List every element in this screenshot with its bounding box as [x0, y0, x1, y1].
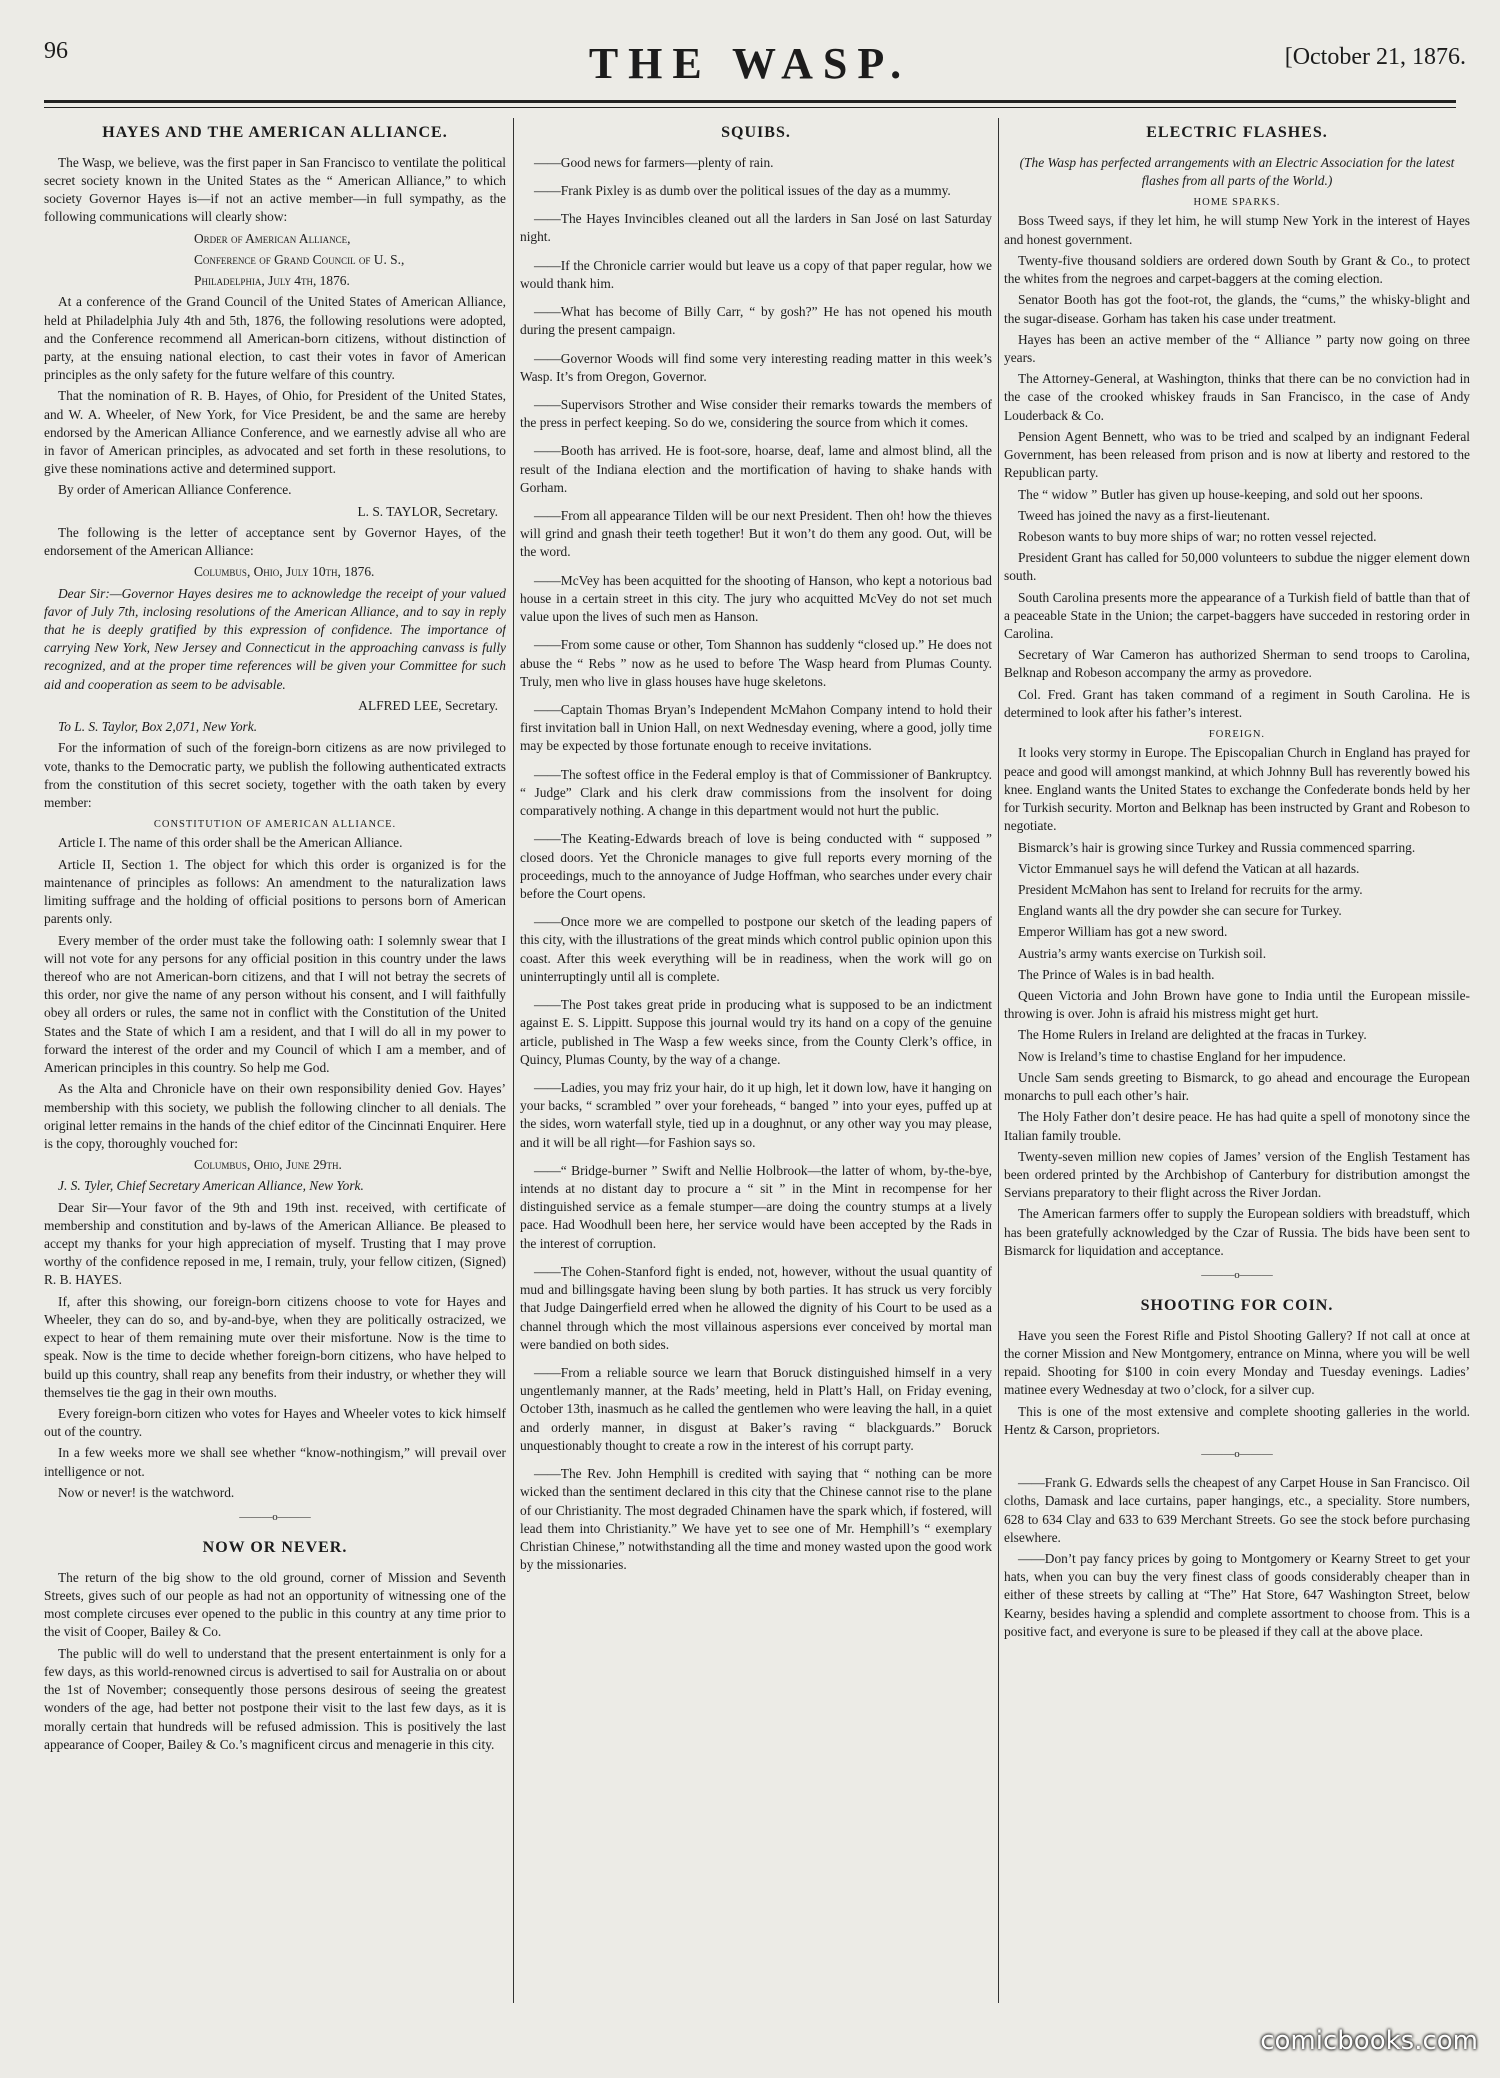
- section-subheading: FOREIGN.: [1208, 729, 1266, 741]
- squib-item: ——From all appearance Tilden will be our next President. Then oh! how the thieves will grind and gnash their teeth together! But it won’t do them any good. Out, will be the word.: [520, 508, 992, 560]
- squib-item: ——If the Chronicle carrier would but leave us a copy of that paper regular, how we would thank him.: [520, 257, 992, 291]
- squib-item: ——The softest office in the Federal employ is that of Commissioner of Bankruptcy. “ Judge” Clark and his clerk draw commissions from the insolvent for doing comparatively nothing. A change in this department would not hurt the public.: [520, 766, 992, 819]
- paragraph: Now or never! is the watchword.: [58, 1484, 235, 1500]
- letter-address: Columbus, Ohio, June 29th.: [194, 1157, 342, 1173]
- page-header: [0, 0, 1500, 110]
- paragraph: By order of American Alliance Conference.: [58, 482, 292, 498]
- news-item: President Grant has called for 50,000 volunteers to subdue the nigger element down south.: [1004, 550, 1470, 584]
- letter-address: Columbus, Ohio, July 10th, 1876.: [194, 564, 375, 580]
- watermark-logo: comicbooks.com: [1260, 2026, 1478, 2056]
- squib-item: ——What has become of Billy Carr, “ by gosh?” He has not opened his mouth during the present campaign.: [520, 304, 992, 338]
- news-item: Boss Tweed says, if they let him, he will stump New York in the interest of Hayes and honest government.: [1004, 213, 1470, 247]
- news-item: Col. Fred. Grant has taken command of a regiment in South Carolina. He is determined to look after his father’s interest.: [1004, 686, 1470, 720]
- page-number: 96: [44, 38, 68, 64]
- paragraph: The following is the letter of acceptance sent by Governor Hayes, of the endorsement of the American Alliance:: [44, 524, 506, 559]
- paragraph: The return of the big show to the old ground, corner of Mission and Seventh Streets, gives such of our people as had not an opportunity of witnessing one of the most complete circuses ever opened to the public in this country at any time prior to the visit of Cooper, Bailey & Co.: [44, 1569, 506, 1640]
- letter-body: Dear Sir:—Governor Hayes desires me to acknowledge the receipt of your valued favor of July 7th, inclosing resolutions of the American Alliance, and to say in reply that he is deeply gratified by this expression of confidence. The importance of carrying New York, New Jersey and Connecticut in the approaching canvass is fully recognized, and at the proper time references will be given your Committee for such aid and cooperation as seem to be advisable.: [44, 585, 506, 692]
- paragraph: In a few weeks more we shall see whether “know-nothingism,” will prevail over intelligence or not.: [44, 1445, 506, 1479]
- news-item: Secretary of War Cameron has authorized Sherman to send troops to Carolina, Belknap and Robeson accompany the army as provedore.: [1004, 647, 1470, 681]
- article-title: NOW OR NEVER.: [202, 1539, 348, 1557]
- news-item: The Holy Father don’t desire peace. He has had quite a spell of monotony since the Italian family trouble.: [1004, 1109, 1470, 1143]
- paragraph: The public will do well to understand that the present entertainment is only for a few days, as this world-renowned circus is advertised to sail for Australia on or about the 1st of November; consequently those persons desirous of seeing the greatest wonders of the age, had better not postpone their visit to the last few days, as it is morally certain that hundreds will be refused admission. This is positively the last appearance of Cooper, Bailey & Co.’s magnificent circus and menagerie in this city.: [44, 1645, 506, 1752]
- squib-item: ——Supervisors Strother and Wise consider their remarks towards the members of the press in perfect keeping. So do we, considering the source from which it comes.: [520, 396, 992, 431]
- news-item: Twenty-seven million new copies of James’ version of the English Testament has been ordered printed by the Archbishop of Canterbury for distribution amongst the Servians preparatory to their flight across the River Jordan.: [1004, 1148, 1470, 1201]
- paragraph: At a conference of the Grand Council of the United States of American Alliance, held at Philadelphia July 4th and 5th, 1876, the following resolutions were adopted, and the Conference recommend all American-born citizens, without distinction of party, at the ensuing national election, to cast their votes in favor of American principles as the only safety for the future welfare of this country.: [44, 294, 506, 383]
- letter-recipient: J. S. Tyler, Chief Secretary American Alliance, New York.: [58, 1178, 364, 1194]
- news-item: Hayes has been an active member of the “ Alliance ” party now going on three years.: [1004, 331, 1470, 365]
- news-item: Bismarck’s hair is growing since Turkey and Russia commenced sparring.: [1018, 839, 1416, 855]
- paragraph: Have you seen the Forest Rifle and Pistol Shooting Gallery? If not call at once at the corner Mission and New Montgomery, entrance on Minna, where you will be well repaid. Shooting for $100 in coin every Monday and Tuesday evenings. Ladies’ matinee every Wednesday at two o’clock, for a silver cup.: [1004, 1327, 1470, 1398]
- header-rule-thin: [44, 107, 1456, 108]
- news-item: Uncle Sam sends greeting to Bismarck, to go ahead and encourage the European monarchs to pull each other’s hair.: [1004, 1069, 1470, 1104]
- article-title: SQUIBS.: [721, 124, 791, 141]
- news-item: Queen Victoria and John Brown have gone to India until the European missile-throwing is over. John is afraid his mistress might get hurt.: [1004, 988, 1470, 1022]
- column-divider: [513, 118, 514, 2003]
- squib-item: ——Once more we are compelled to postpone our sketch of the leading papers of this city, with the illustrations of the great minds which control public opinion upon this coast. After this week everything will be in readiness, when the work will go on uninterruptingly until all is complete.: [520, 914, 992, 984]
- news-item: Now is Ireland’s time to chastise England for her impudence.: [1018, 1048, 1346, 1064]
- squib-item: ——The Cohen-Stanford fight is ended, not, however, without the usual quantity of mud and billingsgate having been slung by both parties. It has struck us very forcibly that Judge Daingerfield erred when he allowed the dignity of his Court to be used as a channel through which the most villainous aspersions ever conceived by mortal man were bandied on both sides.: [520, 1263, 992, 1352]
- squib-item: ——From a reliable source we learn that Boruck distinguished himself in a very ungentlemanly manner, at the Rads’ meeting, held in Platt’s Hall, on Friday evening, October 13th, inasmuch as he called the gentlemen who were leaving the hall, in a quiet and orderly manner, in disgust at Baker’s raving “ blackguards.” Boruck unquestionably thought to create a row in the interest of his corrupt party.: [520, 1365, 992, 1453]
- header-rule: [44, 100, 1456, 103]
- squib-item: ——From some cause or other, Tom Shannon has suddenly “closed up.” He does not abuse the “ Rebs ” now as he used to before The Wasp heard from Plumas County. Truly, men who live in glass houses have huge skeletons.: [520, 637, 992, 689]
- section-subheading: HOME SPARKS.: [1193, 197, 1281, 209]
- column-2: [520, 118, 992, 2003]
- news-item: Emperor William has got a new sword.: [1018, 924, 1228, 940]
- advertisement: ——Frank G. Edwards sells the cheapest of any Carpet House in San Francisco. Oil cloths, Damask and lace curtains, paper hangings, etc., a speciality. Store numbers, 628 to 634 Clay and 633 to 639 Merchant Streets. Go see the stock before purchasing elsewhere.: [1004, 1475, 1470, 1545]
- news-item: President McMahon has sent to Ireland for recruits for the army.: [1018, 881, 1363, 897]
- news-item: The Prince of Wales is in bad health.: [1018, 966, 1215, 982]
- paragraph: Article I. The name of this order shall be the American Alliance.: [58, 835, 403, 851]
- paragraph: If, after this showing, our foreign-born citizens choose to vote for Hayes and Wheeler, they can do so, and by-and-bye, when they are politically ostracized, we expect to hear of them remaining mute over their misfortune. Now is the time to speak. Now is the time to decide whether foreign-born citizens, who have helped to build up this country, shall reap any benefits from their industry, or whether they will themselves tie the gag in their own mouths.: [44, 1293, 506, 1400]
- column-divider: [998, 118, 999, 2003]
- news-item: Senator Booth has got the foot-rot, the glands, the “cums,” the whisky-blight and the sugar-disease. Gorham has taken his case under treatment.: [1004, 292, 1470, 326]
- ornament-divider: ———o———: [1201, 1269, 1273, 1282]
- paragraph: Every member of the order must take the following oath: I solemnly swear that I will not vote for any persons for any official position in this country under the laws thereof who are not American-born citizens, and that I will not betray the secrets of this order, nor give the name of any person without his consent, and I will faithfully obey all orders or rules, the same not in conflict with the Constitution of the United States and the State of which I am a resident, and that I will do all in my power to forward the interest of the order and my Council of which I am a member, and of American principles in this country. So help me God.: [44, 932, 506, 1076]
- squib-item: ——Ladies, you may friz your hair, do it up high, let it down low, have it hanging on your backs, “ scrambled ” over your foreheads, “ banged ” into your eyes, puffed up at the sides, worn waterfall style, tied up in a doughnut, or any other way you may please, and it will be all right—for Fashion says so.: [520, 1079, 992, 1150]
- news-item: Austria’s army wants exercise on Turkish soil.: [1018, 945, 1267, 961]
- masthead: THE WASP.: [588, 39, 912, 88]
- squib-item: ——The Rev. John Hemphill is credited with saying that “ nothing can be more wicked than the sentiment declared in this city that the Chinese cannot rise to the plane of our Christianity. The most degraded Chinamen have the spark which, if fostered, will lead them into Christianity.” We have yet to see one of Mr. Hemphill’s “ exemplary Christian Chinese,” notwithstanding all the time and money wasted upon the good work by the missionaries.: [520, 1466, 992, 1573]
- news-item: The Attorney-General, at Washington, thinks that there can be no conviction had in the case of the crooked whiskey frauds in San Francisco, in the case of Andy Louderback & Co.: [1004, 371, 1470, 423]
- signature: ALFRED LEE, Secretary.: [358, 697, 498, 713]
- news-item: Tweed has joined the navy as a first-lieutenant.: [1018, 507, 1270, 523]
- news-item: Pension Agent Bennett, who was to be tried and scalped by an indignant Federal Government, has been released from prison and is now at liberty and restored to the Republican party.: [1004, 428, 1470, 481]
- news-item: South Carolina presents more the appearance of a Turkish field of battle than that of a peaceable State in the Union; the carpet-baggers have succeded in restoring order in Carolina.: [1004, 589, 1470, 642]
- paragraph: As the Alta and Chronicle have on their own responsibility denied Gov. Hayes’ membership with this society, we publish the following clincher to all denials. The original letter remains in the hands of the chief editor of the Cincinnati Enquirer. Here is the copy, thoroughly vouched for:: [44, 1081, 506, 1151]
- paragraph: The Wasp, we believe, was the first paper in San Francisco to ventilate the political secret society known in the United States as the “ American Alliance,” to which society Governor Hayes is—if not an active member—in full sympathy, as the following communications will clearly show:: [44, 154, 506, 225]
- letter-address: Philadelphia, July 4th, 1876.: [194, 273, 350, 289]
- paragraph: Every foreign-born citizen who votes for Hayes and Wheeler votes to kick himself out of the country.: [44, 1406, 506, 1440]
- news-item: Victor Emmanuel says he will defend the Vatican at all hazards.: [1018, 860, 1360, 876]
- news-item: The Home Rulers in Ireland are delighted at the fracas in Turkey.: [1018, 1027, 1367, 1043]
- column-1: [44, 118, 506, 2003]
- news-item: Robeson wants to buy more ships of war; no rotten vessel rejected.: [1018, 528, 1377, 544]
- issue-date: [October 21, 1876.: [1284, 44, 1466, 70]
- news-item: The “ widow ” Butler has given up house-keeping, and sold out her spoons.: [1018, 486, 1423, 502]
- squib-item: ——“ Bridge-burner ” Swift and Nellie Holbrook—the latter of whom, by-the-bye, intends at no distant day to procure a “ sit ” in the Mint in recompense for her distinguished service as a female stumper—are doing the country stumps at a lively pace. Had Woodhull been here, her service would have been accepted by the Rads in the interest of corruption.: [520, 1162, 992, 1251]
- news-item: England wants all the dry powder she can secure for Turkey.: [1018, 903, 1342, 919]
- news-item: Twenty-five thousand soldiers are ordered down South by Grant & Co., to protect the whites from the negroes and carpet-baggers at the coming election.: [1004, 252, 1470, 287]
- letter-recipient: To L. S. Taylor, Box 2,071, New York.: [58, 719, 258, 735]
- paragraph: Dear Sir—Your favor of the 9th and 19th inst. received, with certificate of membership and constitution and by-laws of the American Alliance. Be pleased to accept my thanks for your high appreciation of myself. Trusting that I may prove worthy of the confidence reposed in me, I remain, truly, your fellow citizen, (Signed) R. B. HAYES.: [44, 1199, 506, 1288]
- paragraph: This is one of the most extensive and complete shooting galleries in the world. Hentz & Carson, proprietors.: [1004, 1403, 1470, 1437]
- ornament-divider: ———o———: [1201, 1448, 1273, 1461]
- advertisement: ——Don’t pay fancy prices by going to Montgomery or Kearny Street to get your hats, when you can buy the very finest class of goods considerably cheaper than in either of these streets by calling at “The” Hat Store, 647 Washington Street, below Kearny, besides having a splendid and complete assortment to choose from. This is a positive fact, and everyone is sure to be pleased if they call at the above place.: [1004, 1550, 1470, 1639]
- squib-item: ——Booth has arrived. He is foot-sore, hoarse, deaf, lame and almost blind, all the result of the Indiana election and the mortification of having to shake hands with Gorham.: [520, 443, 992, 495]
- article-title: SHOOTING FOR COIN.: [1140, 1297, 1334, 1315]
- ornament-divider: ———o———: [239, 1511, 311, 1524]
- squib-item: ——Frank Pixley is as dumb over the political issues of the day as a mummy.: [534, 182, 951, 198]
- squib-item: ——Captain Thomas Bryan’s Independent McMahon Company intend to hold their first invitation ball in Union Hall, on next Wednesday evening, where a good, jolly time may be expected by those fortunate enough to receive invitations.: [520, 702, 992, 754]
- squib-item: ——McVey has been acquitted for the shooting of Hanson, who kept a notorious bad house in a certain street in this city. The jury who acquitted McVey do not set much value upon the lives of such men as Hanson.: [520, 572, 992, 625]
- letter-address: Conference of Grand Council of U. S.,: [194, 251, 405, 267]
- paragraph: Article II, Section 1. The object for which this order is organized is for the maintenance of principles as follows: An amendment to the naturalization laws limiting suffrage and the holding of official positions to persons born of American parents only.: [44, 856, 506, 927]
- section-intro: (The Wasp has perfected arrangements with an Electric Association for the latest flashes from all parts of the World.): [1019, 154, 1455, 188]
- squib-item: ——Governor Woods will find some very interesting reading matter in this week’s Wasp. It’s from Oregon, Governor.: [520, 350, 992, 384]
- squib-item: ——The Hayes Invincibles cleaned out all the larders in San José on last Saturday night.: [520, 211, 992, 245]
- article-title: HAYES AND THE AMERICAN ALLIANCE.: [102, 124, 448, 141]
- article-title: ELECTRIC FLASHES.: [1146, 124, 1328, 141]
- news-item: The American farmers offer to supply the European soldiers with breadstuff, which has been gratefully acknowledged by the Czar of Russia. The bids have been sent to Bismarck for liquidation and acceptance.: [1004, 1206, 1470, 1258]
- squib-item: ——The Keating-Edwards breach of love is being conducted with “ supposed ” closed doors. Yet the Chronicle manages to give full reports every morning of the proceedings, much to the annoyance of Judge Hoffman, who searches under every chair before the Court opens.: [520, 831, 992, 901]
- signature: L. S. TAYLOR, Secretary.: [357, 503, 498, 519]
- letter-address: Order of American Alliance,: [194, 230, 351, 246]
- section-subheading: CONSTITUTION OF AMERICAN ALLIANCE.: [153, 819, 397, 831]
- news-item: It looks very stormy in Europe. The Episcopalian Church in England has prayed for peace and good will amongst mankind, at which Johnny Bull has reverently bowed his knee. England wants the United States to exchange the Confederate bonds held by her for Turkish security. Morton and Belknap has been instructed by Grant and Robeson to negotiate.: [1004, 745, 1470, 834]
- squib-item: ——The Post takes great pride in producing what is supposed to be an indictment against E. S. Lippitt. Suppose this journal would try its hand on a copy of the genuine article, published in The Wasp a few weeks since, from the County Clerk’s office, in Quincy, Plumas County, by the way of a change.: [520, 997, 992, 1067]
- squib-item: ——Good news for farmers—plenty of rain.: [534, 154, 774, 170]
- paragraph: That the nomination of R. B. Hayes, of Ohio, for President of the United States, and W. A. Wheeler, of New York, for Vice President, be and the same are hereby endorsed by the American Alliance Conference, and we earnestly advise all who are in favor of American principles, as advocated and set forth in these resolutions, to give these nominations active and determined support.: [44, 388, 506, 477]
- column-3: [1004, 118, 1470, 2003]
- paragraph: For the information of such of the foreign-born citizens as are now privileged to vote, thanks to the Democratic party, we publish the following authenticated extracts from the constitution of this secret society, together with the oath taken by every member:: [44, 740, 506, 810]
